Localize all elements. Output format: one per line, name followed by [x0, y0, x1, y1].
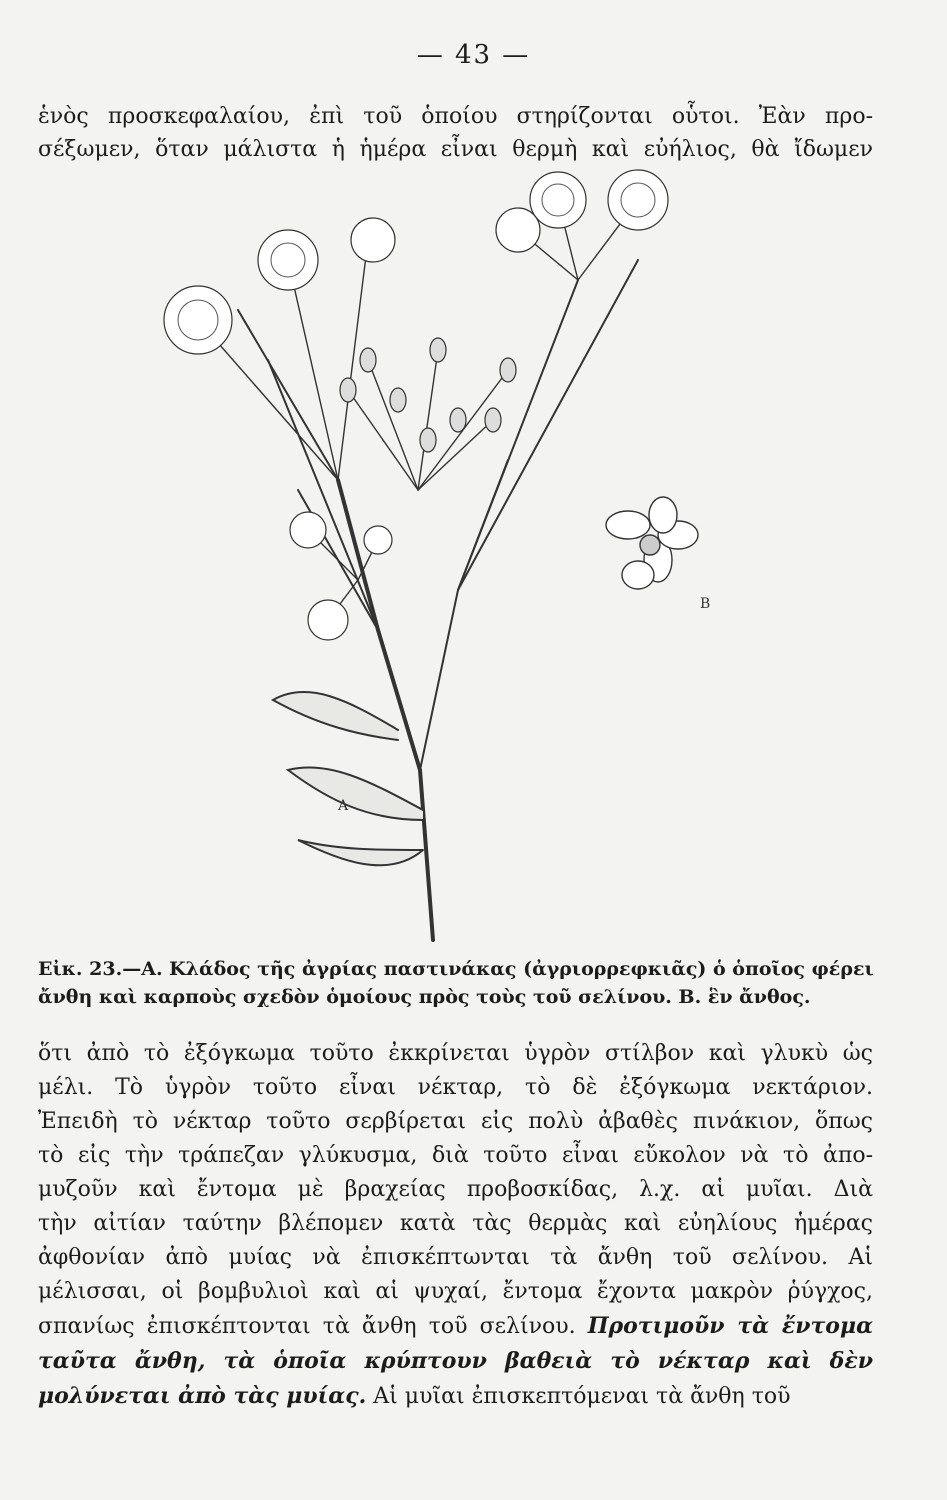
emphasized-text: Προτιμοῦν τὰ ἔντομα [587, 1313, 873, 1339]
text-line: μυζοῦν καὶ ἔντομα μὲ βραχείας προβοσκίδας, λ.χ. αἱ μυῖαι. Διὰ [38, 1177, 873, 1202]
text-line: τὸ εἰς τὴν τράπεζαν γλύκυσμα, διὰ τοῦτο εἶναι εὔκολον νὰ τὸ ἀπο- [38, 1143, 873, 1168]
text-line: ὅτι ἀπὸ τὸ ἐξόγκωμα τοῦτο ἐκκρίνεται ὑγρὸν στίλβον καὶ γλυκὺ ὡς [38, 1041, 873, 1066]
text-segment: Αἱ μυῖαι ἐπισκεπτόμεναι τὰ ἄνθη τοῦ [366, 1384, 791, 1409]
text-line [38, 1379, 873, 1414]
flower-detail-b [606, 497, 698, 589]
plant-illustration [38, 160, 873, 950]
text-line: μέλισσαι, οἱ βομβυλιοὶ καὶ αἱ ψυχαί, ἔντομα ἔχοντα μακρὸν ῥύγχος, [38, 1279, 873, 1304]
emphasized-text: ταῦτα ἄνθη, τὰ ὁποῖα κρύπτουν βαθειὰ τὸ νέκταρ καὶ δὲν [38, 1348, 873, 1374]
figure-caption [38, 955, 873, 1011]
text-line [38, 1309, 873, 1344]
page-number: — 43 — [416, 40, 531, 70]
emphasized-text: μολύνεται ἀπὸ τὰς μυίας. [38, 1383, 367, 1409]
wild-parsnip-drawing [38, 160, 873, 950]
text-line: σέξωμεν, ὅταν μάλιστα ἡ ἡμέρα εἶναι θερμὴ καὶ εὐήλιος, θὰ ἴδωμεν [38, 137, 873, 162]
bottom-paragraph [38, 1037, 873, 1414]
label-b: Β [700, 596, 711, 612]
text-segment: σπανίως ἐπισκέπτονται τὰ ἄνθη τοῦ σελίνου. [38, 1314, 588, 1339]
text-line: τὴν αἰτίαν ταύτην βλέπομεν κατὰ τὰς θερμὰς καὶ εὐηλίους ἡμέρας [38, 1211, 873, 1236]
text-line: ἀφθονίαν ἀπὸ μυίας νὰ ἐπισκέπτωνται τὰ ἄνθη τοῦ σελίνου. Αἱ [38, 1245, 873, 1270]
label-a: Α [338, 798, 349, 814]
text-line: ἑνὸς προσκεφαλαίου, ἐπὶ τοῦ ὁποίου στηρίζονται οὗτοι. Ἐὰν προ- [38, 104, 873, 129]
text-line: μέλι. Τὸ ὑγρὸν τοῦτο εἶναι νέκταρ, τὸ δὲ ἐξόγκωμα νεκτάριον. [38, 1075, 873, 1100]
caption-line: ἄνθη καὶ καρποὺς σχεδὸν ὁμοίους πρὸς τοὺς τοῦ σελίνου. Β. ἓν ἄνθος. [38, 986, 811, 1008]
text-line [38, 1344, 873, 1379]
caption-line: Εἰκ. 23.—Α. Κλάδος τῆς ἀγρίας παστινάκας (ἀγριορρεφκιᾶς) ὁ ὁποῖος φέρει [38, 958, 874, 980]
text-line: Ἐπειδὴ τὸ νέκταρ τοῦτο σερβίρεται εἰς πολὺ ἀβαθὲς πινάκιον, ὅπως [38, 1109, 873, 1134]
top-paragraph [38, 100, 873, 166]
